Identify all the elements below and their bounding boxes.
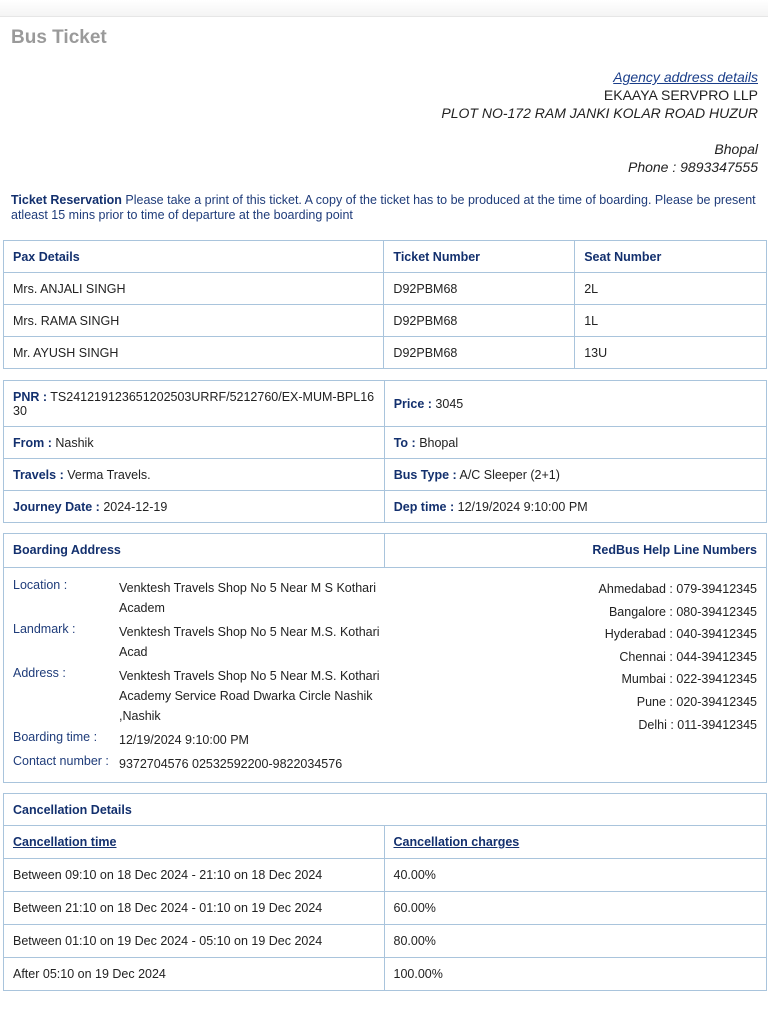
reservation-notice [11,193,759,222]
table-row [4,859,767,892]
agency-heading-link[interactable]: Agency address details [613,69,758,85]
landmark-value: Venktesh Travels Shop No 5 Near M.S. Kothari Acad [119,625,380,659]
journey-date-value: 2024-12-19 [103,499,168,514]
address-label: Address : [13,666,66,680]
cancellation-time: Between 09:10 on 18 Dec 2024 - 21:10 on 18 Dec 2024 [4,859,385,892]
top-rule [0,0,768,17]
table-row [4,305,767,337]
table-row [4,381,767,427]
travels-label: Travels : [13,467,64,482]
table-row [4,925,767,958]
cancellation-charge: 40.00% [384,859,767,892]
bus-type-cell [384,459,766,491]
pax-name: Mrs. RAMA SINGH [4,305,384,337]
dep-time-value: 12/19/2024 9:10:00 PM [457,499,588,514]
pnr-cell [4,381,385,427]
notice-title: Ticket Reservation [11,193,122,207]
helpline-item: Bangalore : 080-39412345 [608,604,757,619]
cancellation-charge: 100.00% [384,958,767,991]
pax-ticket: D92PBM68 [384,305,575,337]
dep-time-cell [384,491,766,523]
helpline-item: Ahmedabad : 079-39412345 [598,582,757,596]
from-cell [4,427,385,459]
cancellation-charge: 60.00% [384,892,767,925]
cancellation-column-header [4,826,767,859]
pax-ticket: D92PBM68 [384,273,575,305]
helpline-item: Pune : 020-39412345 [636,694,757,709]
helpline-item: Hyderabad : 040-39412345 [604,627,757,642]
bus-type-label: Bus Type : [393,467,457,482]
table-row [4,958,767,991]
price-value: 3045 [435,396,464,411]
boarding-section [3,533,767,783]
cancellation-time: Between 21:10 on 18 Dec 2024 - 01:10 on 19 Dec 2024 [4,892,385,925]
journey-date-label: Journey Date : [13,499,100,514]
table-row [4,892,767,925]
col-seat-number: Seat Number [575,241,767,273]
travels-value: Verma Travels. [67,467,151,482]
travels-cell [4,459,385,491]
location-label: Location : [13,578,68,592]
table-row [4,459,767,491]
helpline-heading: RedBus Help Line Numbers [592,543,757,557]
pax-name: Mrs. ANJALI SINGH [4,273,384,305]
pax-seat: 1L [575,305,767,337]
helpline-list [599,578,757,736]
pnr-label: PNR : [13,389,48,404]
agency-details [441,68,758,176]
to-value: Bhopal [419,435,459,450]
pax-table [3,240,767,369]
col-pax-details: Pax Details [4,241,384,273]
boarding-time-label: Boarding time : [13,730,98,744]
helpline-item: Chennai : 044-39412345 [619,649,757,664]
table-row [4,491,767,523]
table-row [4,337,767,369]
pax-ticket: D92PBM68 [384,337,575,369]
journey-date-cell [4,491,385,523]
agency-address: PLOT NO-172 RAM JANKI KOLAR ROAD HUZUR [441,105,758,121]
boarding-time-value: 12/19/2024 9:10:00 PM [119,733,249,747]
price-cell [384,381,766,427]
pax-name: Mr. AYUSH SINGH [4,337,384,369]
table-row [4,273,767,305]
helpline-item: Mumbai : 022-39412345 [621,672,757,687]
pax-seat: 2L [575,273,767,305]
agency-city: Bhopal [714,141,758,157]
cancellation-title-row [4,794,767,826]
to-label: To : [393,435,416,450]
location-value: Venktesh Travels Shop No 5 Near M S Kothari Academ [119,581,377,615]
helpline-item: Delhi : 011-39412345 [638,717,757,732]
price-label: Price : [393,396,432,411]
col-cancellation-time: Cancellation time [4,826,385,859]
cancellation-charge: 80.00% [384,925,767,958]
pnr-value: TS241219123651202503URRF/5212760/EX-MUM-BPL16 30 [13,389,375,418]
cancellation-time: Between 01:10 on 19 Dec 2024 - 05:10 on 19 Dec 2024 [4,925,385,958]
contact-label: Contact number : [13,754,109,768]
table-row [4,427,767,459]
col-cancellation-charges: Cancellation charges [384,826,767,859]
boarding-address-heading: Boarding Address [4,534,385,567]
page-title: Bus Ticket [11,27,107,48]
pax-seat: 13U [575,337,767,369]
contact-value: 9372704576 02532592200-9822034576 [119,757,343,771]
cancellation-time: After 05:10 on 19 Dec 2024 [4,958,385,991]
address-value: Venktesh Travels Shop No 5 Near M.S. Kothari Academy Service Road Dwarka Circle Nashik ,Nashik [119,669,380,723]
landmark-label: Landmark : [13,622,76,636]
from-value: Nashik [55,435,94,450]
journey-info-table [3,380,767,523]
cancellation-title: Cancellation Details [4,794,767,826]
from-label: From : [13,435,52,450]
bus-type-value: A/C Sleeper (2+1) [459,467,560,482]
pax-table-header [4,241,767,273]
boarding-header [4,534,766,568]
cancellation-table [3,793,767,991]
agency-phone: Phone : 9893347555 [627,159,758,175]
to-cell [384,427,766,459]
notice-text: Please take a print of this ticket. A copy of the ticket has to be produced at the time of boarding. Please be present atleast 15 mins prior to time of departure at the boarding point [11,193,756,222]
col-ticket-number: Ticket Number [384,241,575,273]
agency-name: EKAAYA SERVPRO LLP [603,87,758,103]
dep-time-label: Dep time : [393,499,455,514]
